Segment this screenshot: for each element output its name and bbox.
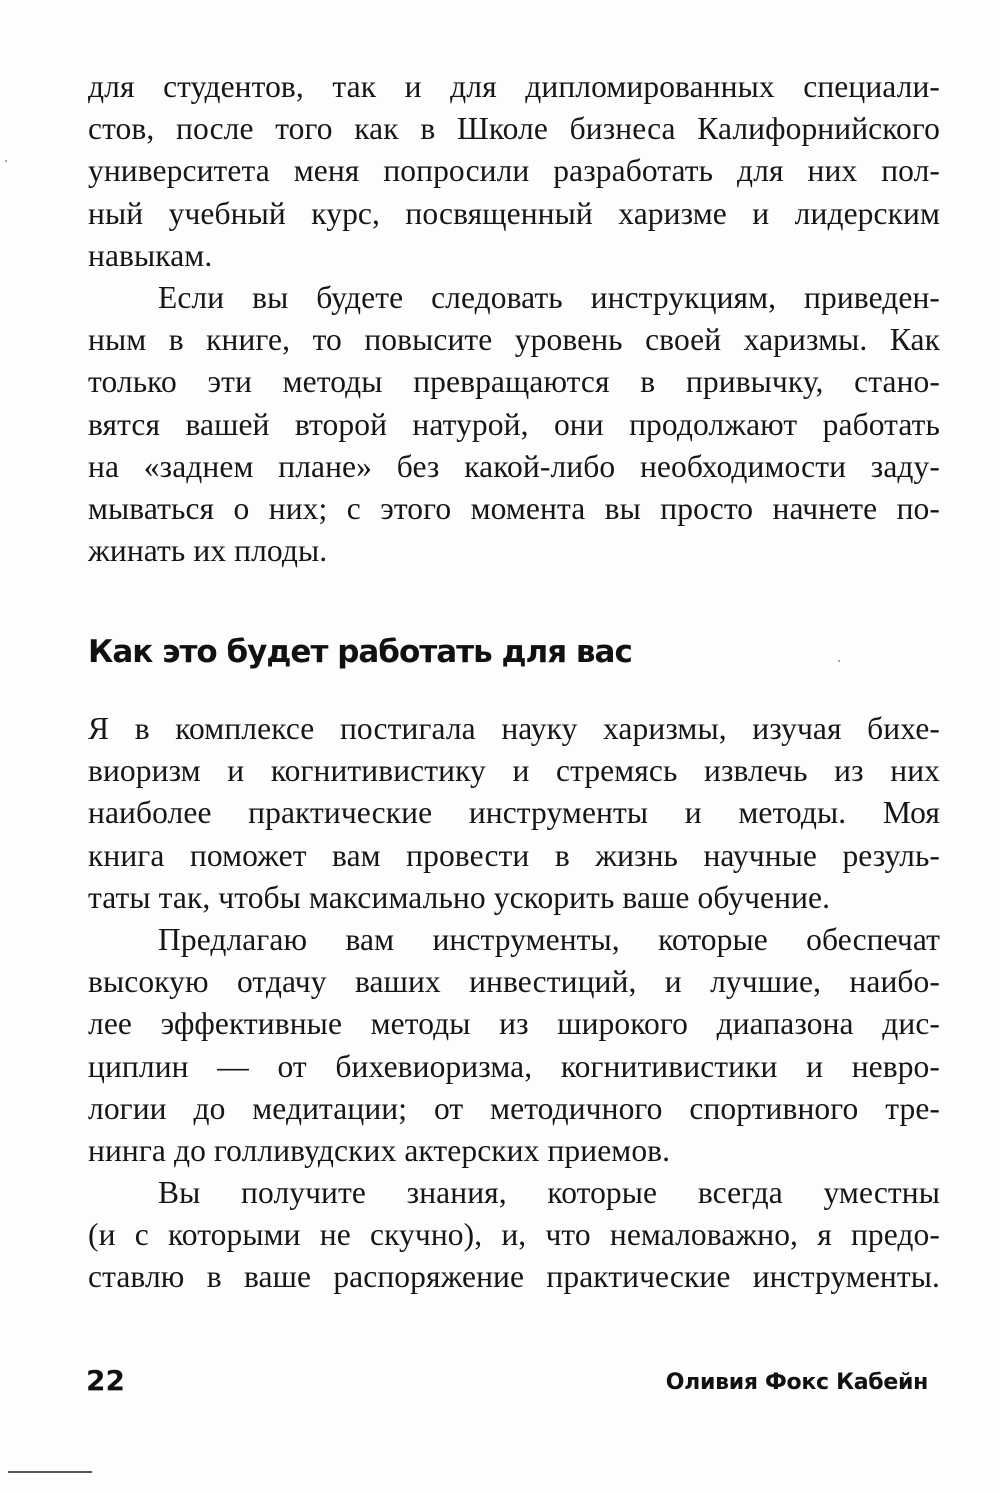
text-line: Вы получите знания, которые всегда уместны xyxy=(158,1175,940,1211)
text-line: навыкам. xyxy=(88,237,213,273)
text-line: стов, после того как в Школе бизнеса Калифорнийского xyxy=(88,111,940,147)
text-line: мываться о них; с этого момента вы просто начнете по- xyxy=(88,490,940,526)
paragraph-3 xyxy=(88,708,940,919)
page-number: 22 xyxy=(86,1364,125,1397)
paragraph-4 xyxy=(88,919,940,1172)
text-line: только эти методы превращаются в привычку, стано- xyxy=(88,364,940,400)
text-block-bottom xyxy=(88,708,940,1299)
text-line: Если вы будете следовать инструкциям, приведен- xyxy=(158,279,940,315)
running-footer-author: Оливия Фокс Кабейн xyxy=(665,1370,928,1395)
text-line: наиболее практические инструменты и методы. Моя xyxy=(88,795,940,831)
text-line: циплин — от бихевиоризма, когнитивистики и невро- xyxy=(88,1048,940,1084)
text-line: ставлю в ваше распоряжение практические инструменты. xyxy=(88,1259,940,1295)
text-line: логии до медитации; от методичного спортивного тре- xyxy=(88,1090,940,1126)
paragraph-2 xyxy=(88,277,940,572)
text-line: для студентов, так и для дипломированных специали- xyxy=(88,69,940,104)
text-line: жинать их плоды. xyxy=(88,533,328,569)
text-line: таты так, чтобы максимально ускорить ваше обучение. xyxy=(88,879,831,915)
text-line: лее эффективные методы из широкого диапазона дис- xyxy=(88,1006,940,1042)
text-line: на «заднем плане» без какой-либо необходимости заду- xyxy=(88,448,940,484)
scan-speck xyxy=(5,160,7,162)
paragraph-5 xyxy=(88,1172,940,1299)
text-line: книга поможет вам провести в жизнь научные резуль- xyxy=(88,837,940,873)
text-line: (и с которыми не скучно), и, что немаловажно, я предо- xyxy=(88,1217,940,1253)
scan-edge-mark xyxy=(8,1471,92,1473)
text-line: высокую отдачу ваших инвестиций, и лучшие, наибо- xyxy=(88,964,940,1000)
text-line: виоризм и когнитивистику и стремясь извлечь из них xyxy=(88,753,940,789)
text-line: Предлагаю вам инструменты, которые обеспечат xyxy=(158,921,940,957)
text-line: нинга до голливудских актерских приемов. xyxy=(88,1132,671,1168)
paragraph-1 xyxy=(88,66,940,277)
scan-speck xyxy=(838,660,840,662)
text-line: ный учебный курс, посвященный харизме и лидерским xyxy=(88,195,940,231)
text-line: ным в книге, то повысите уровень своей харизмы. Как xyxy=(88,322,940,358)
text-line: университета меня попросили разработать для них пол- xyxy=(88,153,940,189)
text-line: вятся вашей второй натурой, они продолжают работать xyxy=(88,406,940,442)
section-heading: Как это будет работать для вас xyxy=(88,634,632,670)
text-block-top xyxy=(88,66,940,572)
text-line: Я в комплексе постигала науку харизмы, изучая бихе- xyxy=(88,711,940,746)
